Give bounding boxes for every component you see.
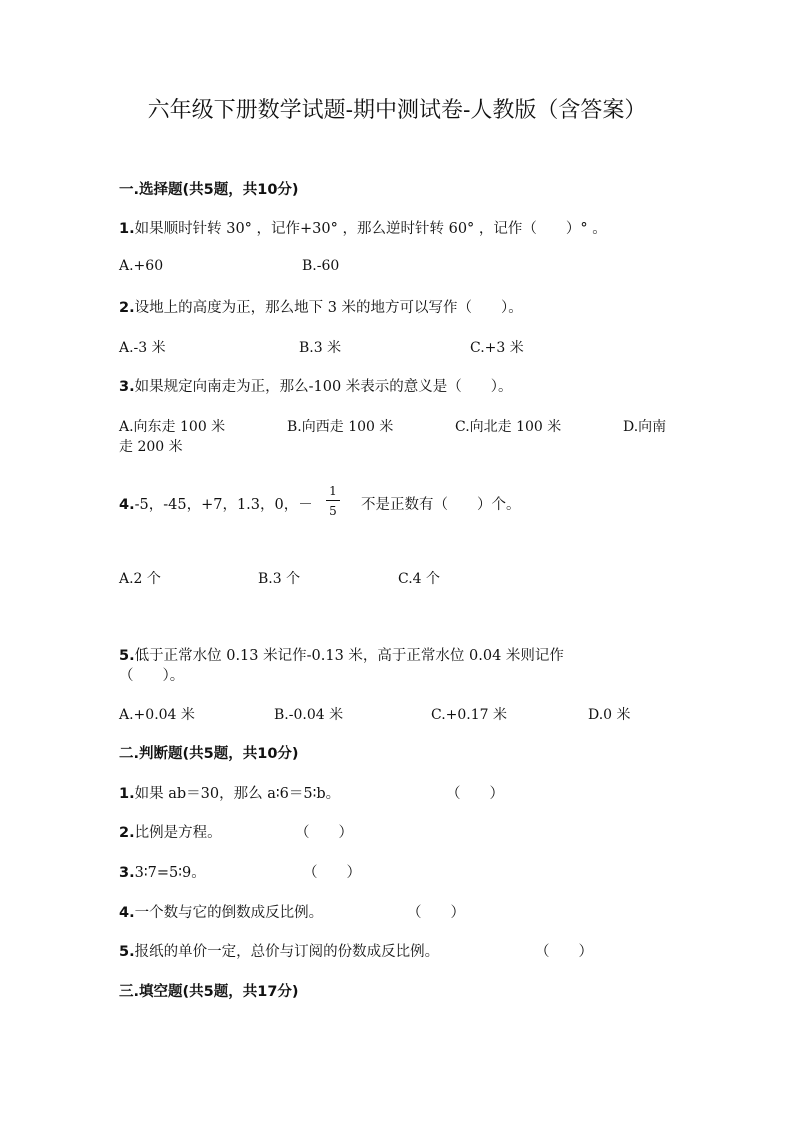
choice-question-5-wrap: （ ）。 (119, 668, 185, 684)
choice-3-option-d: D.向南 (623, 419, 667, 435)
fraction-numerator: 1 (329, 484, 337, 498)
choice-5-option-d: D.0 米 (588, 707, 631, 723)
choice-4-option-a: A.2 个 (119, 571, 161, 587)
choice-question-5 (119, 644, 564, 665)
judge-question-4 (119, 901, 323, 922)
choice-3-option-a: A.向东走 100 米 (119, 419, 226, 435)
judge-question-1 (119, 782, 340, 803)
question-number: 4. (119, 497, 135, 513)
question-number: 5. (119, 648, 135, 664)
choice-question-3 (119, 375, 513, 396)
question-number: 4. (119, 905, 135, 921)
question-text: 如果 ab＝30，那么 a∶6＝5∶b。 (134, 786, 341, 802)
question-text: 报纸的单价一定，总价与订阅的份数成反比例。 (134, 944, 440, 960)
fraction-bar (326, 500, 340, 501)
judge-question-3 (119, 861, 206, 882)
choice-question-2 (119, 296, 523, 317)
question-number: 3. (119, 865, 135, 881)
question-text: 如果规定向南走为正，那么-100 米表示的意义是（ ）。 (134, 379, 513, 395)
question-number: 2. (119, 825, 135, 841)
choice-3-option-c: C.向北走 100 米 (455, 419, 562, 435)
judge-4-answer-blank: （ ） (407, 905, 465, 921)
question-number: 3. (119, 379, 135, 395)
fraction-one-fifth (326, 484, 340, 518)
choice-5-option-c: C.+0.17 米 (431, 707, 508, 723)
question-text: 低于正常水位 0.13 米记作-0.13 米，高于正常水位 0.04 米则记作 (134, 648, 564, 664)
choice-2-option-a: A.-3 米 (119, 340, 166, 356)
section-heading-choice: 一.选择题(共5题，共10分) (119, 182, 299, 198)
question-text: -5，-45，+7，1.3，0，－ (134, 497, 313, 513)
choice-5-option-a: A.+0.04 米 (119, 707, 195, 723)
page-title: 六年级下册数学试题-期中测试卷-人教版（含答案） (147, 98, 647, 123)
question-number: 2. (119, 300, 135, 316)
section-heading-judge: 二.判断题(共5题，共10分) (119, 746, 299, 762)
choice-2-option-b: B.3 米 (299, 340, 342, 356)
question-text: 比例是方程。 (134, 825, 222, 841)
question-text: 如果顺时针转 30° ，记作+30° ，那么逆时针转 60° ，记作（ ）° 。 (134, 221, 607, 237)
judge-question-2 (119, 821, 222, 842)
choice-4-option-b: B.3 个 (258, 571, 301, 587)
choice-question-4-continued: 不是正数有（ ）个。 (361, 497, 521, 513)
judge-question-5 (119, 940, 439, 961)
choice-2-option-c: C.+3 米 (470, 340, 524, 356)
choice-4-option-c: C.4 个 (398, 571, 441, 587)
choice-3-option-b: B.向西走 100 米 (287, 419, 394, 435)
choice-3-option-d-wrap: 走 200 米 (119, 439, 183, 455)
judge-3-answer-blank: （ ） (303, 865, 361, 881)
choice-1-option-b: B.-60 (302, 258, 340, 274)
judge-1-answer-blank: （ ） (446, 786, 504, 802)
fraction-denominator: 5 (329, 504, 337, 518)
question-text: 一个数与它的倒数成反比例。 (134, 905, 324, 921)
question-text: 3∶7=5∶9。 (134, 865, 206, 881)
question-number: 5. (119, 944, 135, 960)
judge-5-answer-blank: （ ） (535, 944, 593, 960)
question-number: 1. (119, 221, 135, 237)
question-number: 1. (119, 786, 135, 802)
choice-5-option-b: B.-0.04 米 (274, 707, 344, 723)
question-text: 设地上的高度为正，那么地下 3 米的地方可以写作（ ）。 (134, 300, 523, 316)
judge-2-answer-blank: （ ） (295, 825, 353, 841)
choice-question-1 (119, 217, 607, 238)
choice-question-4 (119, 493, 313, 514)
section-heading-fill: 三.填空题(共5题，共17分) (119, 984, 299, 1000)
choice-1-option-a: A.+60 (119, 258, 164, 274)
